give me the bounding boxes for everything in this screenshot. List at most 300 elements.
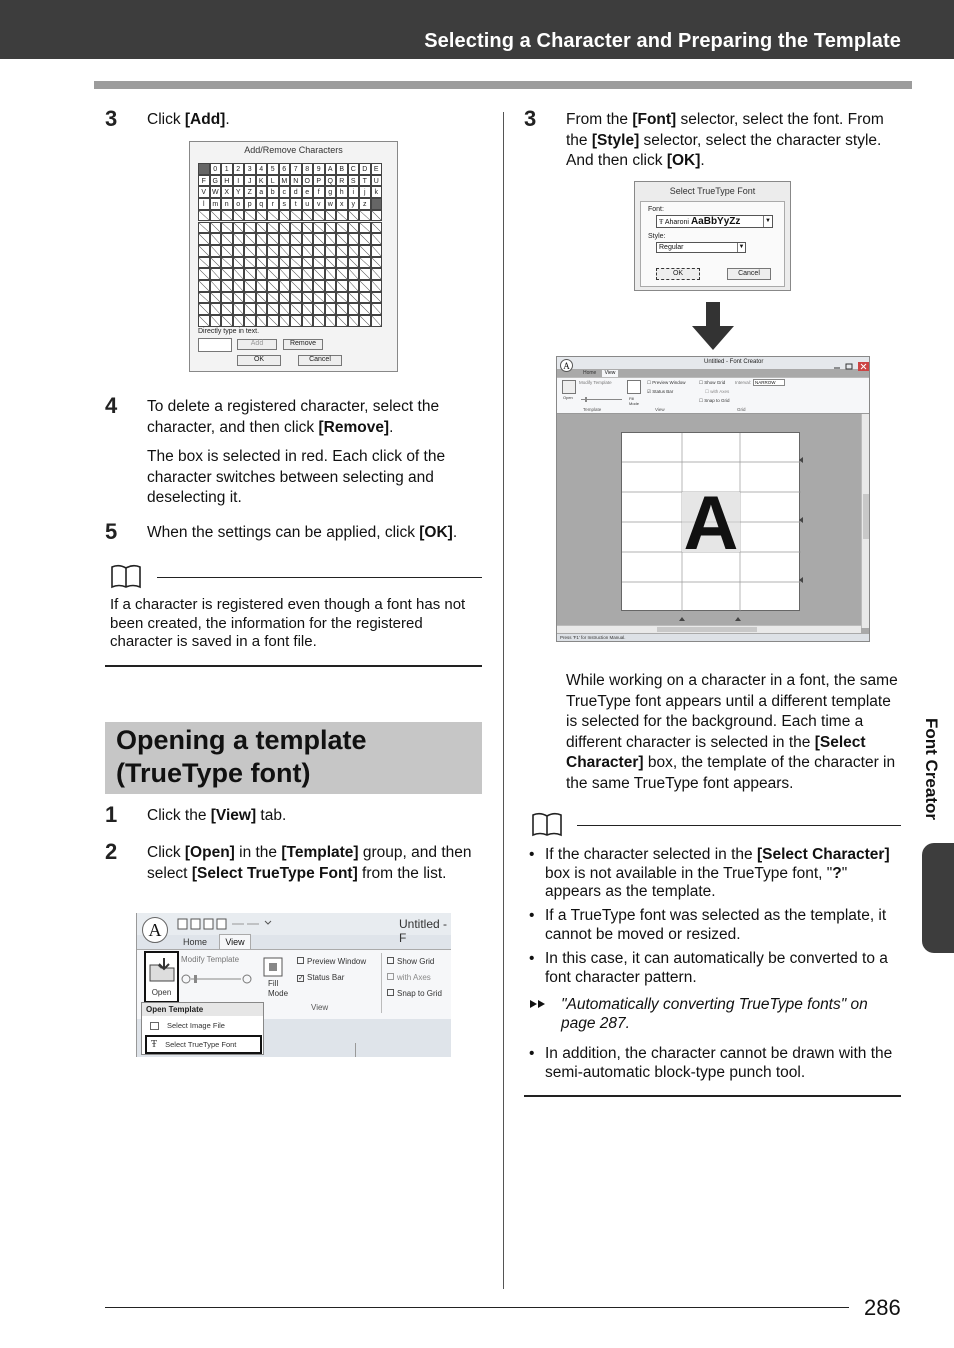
character-cell[interactable]: L — [267, 175, 279, 187]
empty-character-cell[interactable] — [371, 303, 383, 315]
empty-character-cell[interactable] — [359, 222, 371, 234]
character-cell[interactable]: 4 — [256, 163, 268, 175]
empty-character-cell[interactable] — [371, 292, 383, 304]
menu-item-select-truetype-font[interactable]: Ŧ Select TrueType Font — [145, 1035, 262, 1054]
character-cell[interactable]: n — [221, 198, 233, 210]
page-reference-link[interactable]: "Automatically converting TrueType fonts" on page 287. — [561, 996, 868, 1032]
character-cell[interactable] — [371, 198, 383, 210]
empty-character-cell[interactable] — [256, 315, 268, 327]
page-number: 286 — [864, 1295, 901, 1320]
character-cell[interactable]: H — [221, 175, 233, 187]
empty-character-cell[interactable] — [279, 280, 291, 292]
empty-character-cell[interactable] — [279, 303, 291, 315]
empty-character-cell[interactable] — [198, 280, 210, 292]
character-cell[interactable]: 6 — [279, 163, 291, 175]
character-cell[interactable]: m — [210, 198, 222, 210]
empty-character-cell[interactable] — [233, 303, 245, 315]
empty-character-cell[interactable] — [198, 257, 210, 269]
empty-character-cell[interactable] — [313, 292, 325, 304]
character-cell[interactable]: Z — [244, 186, 256, 198]
character-cell[interactable]: P — [313, 175, 325, 187]
character-cell[interactable]: q — [256, 198, 268, 210]
empty-character-cell[interactable] — [233, 233, 245, 245]
empty-character-cell[interactable] — [210, 268, 222, 280]
drawing-canvas[interactable] — [621, 432, 800, 611]
empty-character-cell[interactable] — [244, 268, 256, 280]
empty-character-cell[interactable] — [256, 303, 268, 315]
empty-character-cell[interactable] — [359, 280, 371, 292]
note-text: If a character is registered even though a font has not been created, the information for the registered character is saved in a font file. — [110, 596, 466, 650]
empty-character-cell[interactable] — [221, 222, 233, 234]
empty-character-cell[interactable] — [348, 257, 360, 269]
empty-character-cell[interactable] — [325, 303, 337, 315]
character-cell[interactable]: Y — [233, 186, 245, 198]
empty-character-cell[interactable] — [302, 222, 314, 234]
character-cell[interactable]: E — [371, 163, 383, 175]
empty-character-cell[interactable] — [336, 315, 348, 327]
window-controls[interactable] — [831, 358, 869, 367]
empty-character-cell[interactable] — [233, 245, 245, 257]
empty-character-cell[interactable] — [325, 315, 337, 327]
character-cell[interactable]: R — [336, 175, 348, 187]
chevron-down-icon[interactable]: ▼ — [763, 216, 772, 227]
template-slider[interactable] — [181, 971, 253, 981]
empty-character-cell[interactable] — [267, 280, 279, 292]
empty-character-cell[interactable] — [325, 292, 337, 304]
menu-header: Open Template — [142, 1003, 263, 1016]
empty-character-cell[interactable] — [336, 233, 348, 245]
character-cell[interactable]: N — [290, 175, 302, 187]
view-group-label: View — [311, 1003, 329, 1012]
empty-character-cell[interactable] — [233, 280, 245, 292]
character-cell[interactable]: I — [233, 175, 245, 187]
empty-character-cell[interactable] — [267, 315, 279, 327]
character-cell[interactable]: B — [336, 163, 348, 175]
empty-character-cell[interactable] — [290, 210, 302, 222]
empty-character-cell[interactable] — [233, 268, 245, 280]
empty-character-cell[interactable] — [348, 303, 360, 315]
empty-character-cell[interactable] — [210, 303, 222, 315]
character-cell[interactable]: i — [348, 186, 360, 198]
empty-character-cell[interactable] — [267, 257, 279, 269]
empty-character-cell[interactable] — [279, 222, 291, 234]
character-cell[interactable]: K — [256, 175, 268, 187]
empty-character-cell[interactable] — [198, 268, 210, 280]
show-grid-checkbox[interactable]: Show Grid — [387, 957, 434, 966]
open-button[interactable] — [144, 951, 179, 1003]
empty-character-cell[interactable] — [290, 257, 302, 269]
character-cell[interactable]: z — [359, 198, 371, 210]
empty-character-cell[interactable] — [244, 233, 256, 245]
empty-character-cell[interactable] — [290, 315, 302, 327]
empty-character-cell[interactable] — [244, 292, 256, 304]
empty-character-cell[interactable] — [336, 222, 348, 234]
empty-character-cell[interactable] — [336, 268, 348, 280]
preview-window-checkbox[interactable]: Preview Window — [297, 957, 366, 966]
empty-character-cell[interactable] — [198, 292, 210, 304]
empty-character-cell[interactable] — [302, 303, 314, 315]
fill-mode-icon[interactable] — [627, 380, 641, 394]
empty-character-cell[interactable] — [290, 233, 302, 245]
section-title: Opening a template (TrueType font) — [116, 725, 367, 788]
empty-character-cell[interactable] — [325, 222, 337, 234]
direct-type-input[interactable] — [198, 338, 232, 352]
empty-character-cell[interactable] — [348, 280, 360, 292]
chevron-down-icon[interactable]: ▼ — [738, 244, 745, 250]
character-cell[interactable]: S — [348, 175, 360, 187]
empty-character-cell[interactable] — [359, 292, 371, 304]
empty-character-cell[interactable] — [336, 303, 348, 315]
empty-character-cell[interactable] — [267, 303, 279, 315]
empty-character-cell[interactable] — [325, 245, 337, 257]
empty-character-cell[interactable] — [313, 257, 325, 269]
tab-view[interactable]: View — [601, 369, 619, 378]
empty-character-cell[interactable] — [290, 268, 302, 280]
with-axes-checkbox[interactable]: with Axes — [387, 973, 431, 982]
character-cell[interactable]: V — [198, 186, 210, 198]
reference-arrow-icon — [529, 997, 549, 1011]
character-cell[interactable]: o — [233, 198, 245, 210]
empty-character-cell[interactable] — [221, 233, 233, 245]
empty-character-cell[interactable] — [210, 210, 222, 222]
character-cell[interactable]: b — [267, 186, 279, 198]
character-cell[interactable]: w — [325, 198, 337, 210]
empty-character-cell[interactable] — [302, 245, 314, 257]
empty-character-cell[interactable] — [325, 233, 337, 245]
empty-character-cell[interactable] — [290, 222, 302, 234]
empty-character-cell[interactable] — [336, 257, 348, 269]
character-cell[interactable]: u — [302, 198, 314, 210]
character-cell[interactable]: v — [313, 198, 325, 210]
empty-character-cell[interactable] — [256, 210, 268, 222]
character-cell[interactable]: s — [279, 198, 291, 210]
bullet-dot: • — [529, 907, 535, 924]
empty-character-cell[interactable] — [244, 257, 256, 269]
character-cell[interactable]: 3 — [244, 163, 256, 175]
empty-character-cell[interactable] — [256, 233, 268, 245]
empty-character-cell[interactable] — [221, 257, 233, 269]
empty-character-cell[interactable] — [290, 303, 302, 315]
empty-character-cell[interactable] — [359, 210, 371, 222]
character-cell[interactable]: T — [359, 175, 371, 187]
empty-character-cell[interactable] — [313, 303, 325, 315]
open-folder-icon[interactable] — [562, 380, 576, 394]
empty-character-cell[interactable] — [221, 303, 233, 315]
empty-character-cell[interactable] — [210, 222, 222, 234]
quick-access-toolbar[interactable] — [177, 917, 272, 929]
interval-selector[interactable]: NARROW — [753, 379, 785, 386]
cancel-button[interactable]: Cancel — [727, 268, 771, 280]
empty-character-cell[interactable] — [348, 245, 360, 257]
side-tab-label: Font Creator — [922, 718, 941, 820]
empty-character-cell[interactable] — [348, 292, 360, 304]
empty-character-cell[interactable] — [210, 257, 222, 269]
empty-character-cell[interactable] — [348, 268, 360, 280]
empty-character-cell[interactable] — [244, 303, 256, 315]
footer-rule — [105, 1307, 849, 1308]
empty-character-cell[interactable] — [267, 233, 279, 245]
cancel-button[interactable]: Cancel — [298, 355, 342, 366]
empty-character-cell[interactable] — [221, 245, 233, 257]
empty-character-cell[interactable] — [233, 315, 245, 327]
character-cell[interactable]: p — [244, 198, 256, 210]
empty-character-cell[interactable] — [371, 315, 383, 327]
empty-character-cell[interactable] — [221, 292, 233, 304]
empty-character-cell[interactable] — [198, 210, 210, 222]
empty-character-cell[interactable] — [313, 280, 325, 292]
empty-character-cell[interactable] — [233, 210, 245, 222]
empty-character-cell[interactable] — [244, 222, 256, 234]
empty-character-cell[interactable] — [371, 210, 383, 222]
empty-character-cell[interactable] — [233, 222, 245, 234]
empty-character-cell[interactable] — [256, 292, 268, 304]
character-cell[interactable]: C — [348, 163, 360, 175]
app-logo-icon[interactable]: A — [560, 359, 573, 372]
empty-character-cell[interactable] — [290, 280, 302, 292]
character-cell[interactable]: F — [198, 175, 210, 187]
tab-home[interactable]: Home — [583, 370, 597, 376]
empty-character-cell[interactable] — [279, 210, 291, 222]
character-cell[interactable]: U — [371, 175, 383, 187]
empty-character-cell[interactable] — [221, 315, 233, 327]
header-rule — [94, 81, 912, 89]
empty-character-cell[interactable] — [198, 233, 210, 245]
preview-window-checkbox[interactable]: ☐ Preview Window — [647, 380, 686, 385]
character-cell[interactable]: D — [359, 163, 371, 175]
note-bullet: In addition, the character cannot be drawn with the semi-automatic block-type punch tool. — [545, 1045, 893, 1081]
empty-character-cell[interactable] — [198, 303, 210, 315]
horizontal-scrollbar[interactable] — [557, 625, 861, 633]
empty-character-cell[interactable] — [267, 268, 279, 280]
empty-character-cell[interactable] — [302, 233, 314, 245]
ok-button[interactable]: OK — [656, 268, 700, 280]
character-cell[interactable]: l — [198, 198, 210, 210]
empty-character-cell[interactable] — [233, 292, 245, 304]
empty-character-cell[interactable] — [210, 280, 222, 292]
empty-character-cell[interactable] — [359, 245, 371, 257]
empty-character-cell[interactable] — [267, 245, 279, 257]
empty-character-cell[interactable] — [244, 280, 256, 292]
empty-character-cell[interactable] — [348, 315, 360, 327]
character-cell[interactable]: x — [336, 198, 348, 210]
tab-home[interactable]: Home — [183, 937, 208, 947]
empty-character-cell[interactable] — [256, 222, 268, 234]
empty-character-cell[interactable] — [359, 233, 371, 245]
step-number: 2 — [105, 839, 118, 864]
empty-character-cell[interactable] — [371, 257, 383, 269]
ok-button[interactable]: OK — [237, 355, 281, 366]
character-cell[interactable]: c — [279, 186, 291, 198]
empty-character-cell[interactable] — [302, 268, 314, 280]
empty-character-cell[interactable] — [302, 210, 314, 222]
empty-character-cell[interactable] — [336, 280, 348, 292]
show-grid-checkbox[interactable]: ☐ Show Grid — [699, 380, 726, 385]
empty-character-cell[interactable] — [313, 245, 325, 257]
bullet-dot: • — [529, 950, 535, 967]
character-cell[interactable]: 0 — [210, 163, 222, 175]
empty-character-cell[interactable] — [336, 245, 348, 257]
character-cell[interactable]: J — [244, 175, 256, 187]
empty-character-cell[interactable] — [371, 245, 383, 257]
empty-character-cell[interactable] — [336, 210, 348, 222]
style-selector[interactable]: Regular — [656, 242, 746, 253]
empty-character-cell[interactable] — [359, 257, 371, 269]
step-text: Click the [View] tab. — [147, 807, 287, 824]
character-cell[interactable]: a — [256, 186, 268, 198]
empty-character-cell[interactable] — [348, 210, 360, 222]
character-cell[interactable] — [198, 163, 210, 175]
empty-character-cell[interactable] — [313, 210, 325, 222]
empty-character-cell[interactable] — [279, 257, 291, 269]
character-cell[interactable]: t — [290, 198, 302, 210]
empty-character-cell[interactable] — [279, 268, 291, 280]
note-end-rule — [524, 1095, 901, 1097]
empty-character-cell[interactable] — [221, 210, 233, 222]
character-cell[interactable]: h — [336, 186, 348, 198]
empty-character-cell[interactable] — [290, 292, 302, 304]
app-logo-icon[interactable]: A — [142, 917, 168, 943]
empty-character-cell[interactable] — [279, 245, 291, 257]
empty-character-cell[interactable] — [221, 268, 233, 280]
menu-item-select-image-file[interactable]: Select Image File — [142, 1016, 263, 1032]
empty-character-cell[interactable] — [325, 268, 337, 280]
empty-character-cell[interactable] — [210, 292, 222, 304]
style-label: Style: — [648, 233, 666, 240]
empty-character-cell[interactable] — [290, 245, 302, 257]
guide-markers — [677, 609, 747, 615]
fill-mode-label[interactable]: Fill Mode — [629, 396, 640, 406]
empty-character-cell[interactable] — [302, 292, 314, 304]
group-divider — [381, 953, 382, 1013]
empty-character-cell[interactable] — [371, 233, 383, 245]
character-cell[interactable]: g — [325, 186, 337, 198]
status-bar-checkbox[interactable]: ☑ Status Bar — [647, 389, 674, 394]
dialog-body — [640, 201, 785, 287]
add-remove-characters-screenshot — [189, 141, 398, 372]
empty-character-cell[interactable] — [210, 233, 222, 245]
character-cell[interactable]: Q — [325, 175, 337, 187]
add-button[interactable]: Add — [237, 339, 277, 350]
empty-character-cell[interactable] — [256, 245, 268, 257]
character-cell[interactable]: A — [325, 163, 337, 175]
empty-character-cell[interactable] — [198, 245, 210, 257]
empty-character-cell[interactable] — [279, 233, 291, 245]
empty-character-cell[interactable] — [210, 315, 222, 327]
empty-character-cell[interactable] — [233, 257, 245, 269]
character-cell[interactable]: W — [210, 186, 222, 198]
empty-character-cell[interactable] — [244, 245, 256, 257]
character-cell[interactable]: G — [210, 175, 222, 187]
font-creator-screenshot — [556, 356, 870, 642]
empty-character-cell[interactable] — [244, 210, 256, 222]
empty-character-cell[interactable] — [313, 233, 325, 245]
empty-character-cell[interactable] — [267, 210, 279, 222]
empty-character-cell[interactable] — [348, 233, 360, 245]
open-label[interactable]: Open — [563, 395, 573, 400]
empty-character-cell[interactable] — [336, 292, 348, 304]
modify-template-label[interactable]: Modify Template — [579, 380, 612, 385]
character-cell[interactable]: O — [302, 175, 314, 187]
note-book-icon — [110, 563, 142, 587]
empty-character-cell[interactable] — [210, 245, 222, 257]
tab-view[interactable]: View — [219, 934, 251, 949]
step-text: Click [Open] in the [Template] group, and then select [Select TrueType Font] from the list. — [147, 844, 472, 882]
empty-character-cell[interactable] — [221, 280, 233, 292]
empty-character-cell[interactable] — [267, 292, 279, 304]
empty-character-cell[interactable] — [371, 280, 383, 292]
empty-character-cell[interactable] — [279, 315, 291, 327]
template-slider[interactable] — [579, 389, 624, 394]
empty-character-cell[interactable] — [313, 222, 325, 234]
fill-mode-label[interactable]: Fill Mode — [268, 979, 289, 998]
step-number: 3 — [105, 106, 118, 131]
character-cell[interactable]: f — [313, 186, 325, 198]
character-cell[interactable]: 1 — [221, 163, 233, 175]
snap-to-grid-checkbox[interactable]: ☐ Snap to Grid — [699, 398, 730, 403]
character-cell[interactable]: d — [290, 186, 302, 198]
character-cell[interactable]: y — [348, 198, 360, 210]
empty-character-cell[interactable] — [256, 268, 268, 280]
group-view-label: View — [655, 407, 665, 412]
character-cell[interactable]: X — [221, 186, 233, 198]
note-bullet: If a TrueType font was selected as the template, it cannot be moved or resized. — [545, 907, 887, 943]
empty-character-cell[interactable] — [267, 222, 279, 234]
character-cell[interactable]: j — [359, 186, 371, 198]
empty-character-cell[interactable] — [302, 280, 314, 292]
character-cell[interactable]: k — [371, 186, 383, 198]
empty-character-cell[interactable] — [371, 268, 383, 280]
character-cell[interactable]: r — [267, 198, 279, 210]
empty-character-cell[interactable] — [302, 257, 314, 269]
with-axes-checkbox[interactable]: ☐ with Axes — [705, 389, 730, 394]
remove-button[interactable]: Remove — [283, 339, 323, 350]
empty-character-cell[interactable] — [325, 280, 337, 292]
empty-character-cell[interactable] — [359, 303, 371, 315]
snap-to-grid-checkbox[interactable]: Snap to Grid — [387, 989, 442, 998]
character-cell[interactable]: 2 — [233, 163, 245, 175]
open-folder-icon — [147, 955, 178, 983]
direct-type-label: Directly type in text. — [198, 328, 260, 335]
character-cell[interactable]: M — [279, 175, 291, 187]
empty-character-cell[interactable] — [244, 315, 256, 327]
empty-character-cell[interactable] — [198, 315, 210, 327]
empty-character-cell[interactable] — [371, 222, 383, 234]
font-label: Font: — [648, 206, 664, 213]
empty-character-cell[interactable] — [348, 222, 360, 234]
empty-character-cell[interactable] — [313, 268, 325, 280]
status-bar-checkbox[interactable]: ✓ Status Bar — [298, 973, 345, 982]
empty-character-cell[interactable] — [359, 315, 371, 327]
empty-character-cell[interactable] — [359, 268, 371, 280]
character-cell[interactable]: 8 — [302, 163, 314, 175]
empty-character-cell[interactable] — [198, 222, 210, 234]
empty-character-cell[interactable] — [302, 315, 314, 327]
empty-character-cell[interactable] — [279, 292, 291, 304]
vertical-scrollbar[interactable] — [861, 414, 870, 628]
character-cell[interactable]: 7 — [290, 163, 302, 175]
empty-character-cell[interactable] — [325, 257, 337, 269]
modify-template-label[interactable]: Modify Template — [181, 955, 240, 964]
down-arrow-icon — [692, 302, 734, 350]
empty-character-cell[interactable] — [256, 280, 268, 292]
character-cell[interactable]: e — [302, 186, 314, 198]
character-cell[interactable]: 9 — [313, 163, 325, 175]
empty-character-cell[interactable] — [256, 257, 268, 269]
character-cell[interactable]: 5 — [267, 163, 279, 175]
font-selector[interactable]: Ŧ Aharoni AaBbYyZz — [656, 215, 773, 228]
empty-character-cell[interactable] — [325, 210, 337, 222]
empty-character-cell[interactable] — [313, 315, 325, 327]
